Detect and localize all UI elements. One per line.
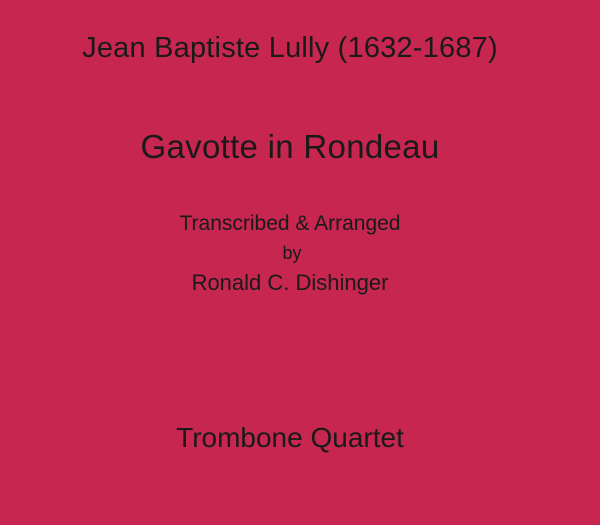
by-text: by — [282, 243, 302, 263]
piece-title: Gavotte in Rondeau — [140, 128, 440, 165]
ensemble-label: Trombone Quartet — [176, 422, 404, 453]
arranger-name: Ronald C. Dishinger — [191, 270, 389, 295]
arrangement-credit: Transcribed & Arranged — [179, 212, 401, 235]
composer-line: Jean Baptiste Lully (1632-1687) — [82, 32, 498, 64]
